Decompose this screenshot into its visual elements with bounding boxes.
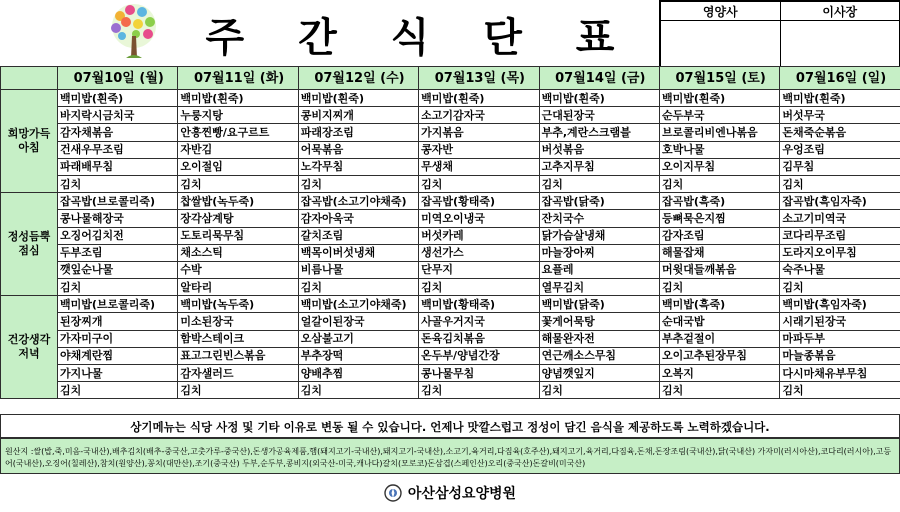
menu-item: 다시마채유부무침 bbox=[780, 365, 900, 382]
menu-item: 백미밥(흰죽) bbox=[659, 90, 779, 107]
menu-item: 김치 bbox=[539, 175, 659, 192]
menu-item: 김치 bbox=[298, 175, 418, 192]
menu-item: 비름나물 bbox=[298, 261, 418, 278]
menu-item: 잔치국수 bbox=[539, 210, 659, 227]
day-header: 07월16일 (일) bbox=[780, 67, 900, 90]
day-header: 07월12일 (수) bbox=[298, 67, 418, 90]
menu-item: 김치 bbox=[539, 382, 659, 399]
menu-item: 우엉조림 bbox=[780, 141, 900, 158]
menu-item: 수박 bbox=[178, 261, 298, 278]
menu-item: 잡곡밥(흑죽) bbox=[659, 193, 779, 210]
menu-item: 소고기미역국 bbox=[780, 210, 900, 227]
menu-item: 부추겉절이 bbox=[659, 330, 779, 347]
menu-item: 오이고추된장무침 bbox=[659, 347, 779, 364]
menu-row bbox=[1, 193, 900, 210]
day-header: 07월14일 (금) bbox=[539, 67, 659, 90]
menu-item: 잡곡밥(황태죽) bbox=[419, 193, 539, 210]
menu-item: 안흥찐빵/요구르트 bbox=[178, 124, 298, 141]
day-header: 07월15일 (토) bbox=[659, 67, 779, 90]
menu-row bbox=[1, 158, 900, 175]
menu-row bbox=[1, 347, 900, 364]
sign-space-director bbox=[780, 21, 900, 67]
menu-row bbox=[1, 90, 900, 107]
menu-item: 오징어김치전 bbox=[58, 227, 178, 244]
menu-item: 백미밥(흑임자죽) bbox=[780, 296, 900, 313]
menu-item: 김치 bbox=[58, 382, 178, 399]
menu-item: 버섯카레 bbox=[419, 227, 539, 244]
menu-item: 김치 bbox=[780, 175, 900, 192]
menu-item: 돈채죽순볶음 bbox=[780, 124, 900, 141]
menu-item: 김치 bbox=[659, 175, 779, 192]
menu-item: 생선가스 bbox=[419, 244, 539, 261]
menu-item: 찹쌀밥(녹두죽) bbox=[178, 193, 298, 210]
menu-row bbox=[1, 279, 900, 296]
menu-item: 도토리묵무침 bbox=[178, 227, 298, 244]
tree-logo-icon bbox=[96, 2, 172, 64]
menu-item: 열무김치 bbox=[539, 279, 659, 296]
menu-item: 감자조림 bbox=[659, 227, 779, 244]
menu-row bbox=[1, 296, 900, 313]
menu-item: 장각삼계탕 bbox=[178, 210, 298, 227]
header bbox=[0, 0, 900, 66]
day-header: 07월13일 (목) bbox=[419, 67, 539, 90]
menu-item: 코다리무조림 bbox=[780, 227, 900, 244]
menu-item: 머윗대들깨볶음 bbox=[659, 261, 779, 278]
menu-item: 부추장떡 bbox=[298, 347, 418, 364]
menu-item: 순대국밥 bbox=[659, 313, 779, 330]
menu-item: 도라지오이무침 bbox=[780, 244, 900, 261]
menu-item: 김치 bbox=[298, 382, 418, 399]
menu-item: 백미밥(황태죽) bbox=[419, 296, 539, 313]
menu-item: 깻잎순나물 bbox=[58, 261, 178, 278]
menu-row bbox=[1, 382, 900, 399]
menu-item: 백미밥(흰죽) bbox=[298, 90, 418, 107]
menu-row bbox=[1, 261, 900, 278]
origin-info: 원산지 :쌀(밥,죽,미음-국내산),배추김치(배추-중국산,고춧가루-중국산),돈생가공육제품,햄(돼지고기-국내산),돼지고기-국내산),소고기,육거리,다짐육(호주산),돼지고기,육거리,다짐육,돈채,돈장조림(국내산),닭(국내산) 가자미(러시아산),코다리(러시아),고등어(국내산),오징어(칠레산),참치(원양산),꽁치(대만산),조기(중국산) 두부,순두부,콩비지(외국산-미국,캐나다)갈치(모로코)돈삼겹(스페인산)오리(중국산)돈갈비(미국산) bbox=[0, 438, 900, 474]
menu-item: 버섯볶음 bbox=[539, 141, 659, 158]
menu-item: 해물완자전 bbox=[539, 330, 659, 347]
menu-item: 근대된장국 bbox=[539, 107, 659, 124]
menu-item: 백미밥(흰죽) bbox=[419, 90, 539, 107]
menu-item: 바지락시금치국 bbox=[58, 107, 178, 124]
menu-item: 김무침 bbox=[780, 158, 900, 175]
menu-item: 콩자반 bbox=[419, 141, 539, 158]
menu-item: 단무지 bbox=[419, 261, 539, 278]
meal-label: 건강생각 저녁 bbox=[1, 296, 58, 399]
menu-item: 잡곡밥(닭죽) bbox=[539, 193, 659, 210]
menu-item: 가지볶음 bbox=[419, 124, 539, 141]
menu-item: 미소된장국 bbox=[178, 313, 298, 330]
menu-item: 김치 bbox=[659, 382, 779, 399]
menu-item: 콩나물무침 bbox=[419, 365, 539, 382]
menu-item: 소고기감자국 bbox=[419, 107, 539, 124]
menu-item: 파래배무침 bbox=[58, 158, 178, 175]
menu-item: 미역오이냉국 bbox=[419, 210, 539, 227]
menu-row bbox=[1, 244, 900, 261]
menu-item: 백미밥(소고기야채죽) bbox=[298, 296, 418, 313]
menu-item: 순두부국 bbox=[659, 107, 779, 124]
menu-item: 김치 bbox=[659, 279, 779, 296]
menu-item: 감자아욱국 bbox=[298, 210, 418, 227]
menu-item: 꽃게어묵탕 bbox=[539, 313, 659, 330]
menu-item: 고추지무침 bbox=[539, 158, 659, 175]
menu-item: 마늘장아찌 bbox=[539, 244, 659, 261]
menu-item: 호박나물 bbox=[659, 141, 779, 158]
menu-row bbox=[1, 175, 900, 192]
menu-item: 어묵볶음 bbox=[298, 141, 418, 158]
menu-item: 양배추찜 bbox=[298, 365, 418, 382]
menu-item: 채소스틱 bbox=[178, 244, 298, 261]
menu-item: 온두부/양념간장 bbox=[419, 347, 539, 364]
approval-box bbox=[659, 0, 900, 68]
menu-row bbox=[1, 227, 900, 244]
menu-item: 김치 bbox=[298, 279, 418, 296]
menu-item: 감자채볶음 bbox=[58, 124, 178, 141]
menu-item: 사골우거지국 bbox=[419, 313, 539, 330]
menu-item: 콩비지찌개 bbox=[298, 107, 418, 124]
menu-item: 백미밥(흰죽) bbox=[58, 90, 178, 107]
hospital-emblem-icon bbox=[384, 484, 402, 502]
menu-item: 오이절임 bbox=[178, 158, 298, 175]
menu-item: 오복지 bbox=[659, 365, 779, 382]
menu-item: 파래장조림 bbox=[298, 124, 418, 141]
menu-item: 김치 bbox=[178, 175, 298, 192]
menu-item: 오삼불고기 bbox=[298, 330, 418, 347]
sign-label-director: 이사장 bbox=[780, 2, 900, 21]
menu-item: 버섯무국 bbox=[780, 107, 900, 124]
menu-item: 닭가슴살냉채 bbox=[539, 227, 659, 244]
menu-row bbox=[1, 313, 900, 330]
menu-item: 부추,계란스크램블 bbox=[539, 124, 659, 141]
menu-item: 알타리 bbox=[178, 279, 298, 296]
menu-item: 김치 bbox=[58, 279, 178, 296]
menu-item: 누룽지탕 bbox=[178, 107, 298, 124]
menu-item: 얼갈이된장국 bbox=[298, 313, 418, 330]
menu-item: 김치 bbox=[58, 175, 178, 192]
menu-item: 연근깨소스무침 bbox=[539, 347, 659, 364]
menu-item: 콩나물해장국 bbox=[58, 210, 178, 227]
menu-item: 등뼈묵은지찜 bbox=[659, 210, 779, 227]
menu-item: 가자미구이 bbox=[58, 330, 178, 347]
sign-space-dietitian bbox=[661, 21, 781, 67]
notice-text: 상기메뉴는 식당 사정 및 기타 이유로 변동 될 수 있습니다. 언제나 맛깔스럽고 정성이 담긴 음식을 제공하도록 노력하겠습니다. bbox=[0, 414, 900, 438]
menu-item: 백미밥(흑죽) bbox=[659, 296, 779, 313]
page-title: 주 간 식 단 표 bbox=[205, 15, 635, 61]
menu-item: 김치 bbox=[419, 382, 539, 399]
menu-row bbox=[1, 124, 900, 141]
menu-item: 두부조림 bbox=[58, 244, 178, 261]
menu-item: 백목이버섯냉채 bbox=[298, 244, 418, 261]
menu-item: 감자샐러드 bbox=[178, 365, 298, 382]
corner-cell bbox=[1, 67, 58, 90]
menu-item: 돈육김치볶음 bbox=[419, 330, 539, 347]
day-header-row bbox=[1, 67, 900, 90]
menu-item: 김치 bbox=[419, 279, 539, 296]
menu-row bbox=[1, 330, 900, 347]
menu-item: 무생채 bbox=[419, 158, 539, 175]
menu-item: 된장찌개 bbox=[58, 313, 178, 330]
menu-item: 백미밥(흰죽) bbox=[780, 90, 900, 107]
menu-item: 가지나물 bbox=[58, 365, 178, 382]
meal-label: 정성듬뿍 점심 bbox=[1, 193, 58, 296]
menu-item: 잡곡밥(소고기야채죽) bbox=[298, 193, 418, 210]
menu-row bbox=[1, 365, 900, 382]
menu-item: 해물잡채 bbox=[659, 244, 779, 261]
menu-item: 김치 bbox=[419, 175, 539, 192]
menu-item: 야채계란찜 bbox=[58, 347, 178, 364]
menu-item: 잡곡밥(흑임자죽) bbox=[780, 193, 900, 210]
menu-item: 김치 bbox=[780, 382, 900, 399]
menu-item: 표고그린빈스볶음 bbox=[178, 347, 298, 364]
menu-item: 백미밥(흰죽) bbox=[539, 90, 659, 107]
menu-item: 노각무침 bbox=[298, 158, 418, 175]
menu-item: 함박스테이크 bbox=[178, 330, 298, 347]
menu-row bbox=[1, 210, 900, 227]
menu-item: 마파두부 bbox=[780, 330, 900, 347]
menu-item: 양념깻잎지 bbox=[539, 365, 659, 382]
hospital-name: 아산삼성요양병원 bbox=[407, 486, 517, 502]
sign-label-dietitian: 영양사 bbox=[661, 2, 781, 21]
menu-item: 시래기된장국 bbox=[780, 313, 900, 330]
menu-row bbox=[1, 141, 900, 158]
menu-item: 김치 bbox=[178, 382, 298, 399]
menu-item: 브로콜리비엔나볶음 bbox=[659, 124, 779, 141]
menu-item: 김치 bbox=[780, 279, 900, 296]
menu-item: 요플레 bbox=[539, 261, 659, 278]
menu-item: 자반김 bbox=[178, 141, 298, 158]
menu-item: 숙주나물 bbox=[780, 261, 900, 278]
menu-item: 갈치조림 bbox=[298, 227, 418, 244]
menu-item: 백미밥(브로콜리죽) bbox=[58, 296, 178, 313]
menu-item: 백미밥(닭죽) bbox=[539, 296, 659, 313]
day-header: 07월10일 (월) bbox=[58, 67, 178, 90]
menu-item: 백미밥(녹두죽) bbox=[178, 296, 298, 313]
menu-item: 건새우무조림 bbox=[58, 141, 178, 158]
footer bbox=[0, 474, 900, 512]
meal-label: 희망가득 아침 bbox=[1, 90, 58, 193]
menu-row bbox=[1, 107, 900, 124]
menu-item: 마늘종볶음 bbox=[780, 347, 900, 364]
menu-table bbox=[0, 66, 900, 399]
menu-item: 잡곡밥(브로콜리죽) bbox=[58, 193, 178, 210]
day-header: 07월11일 (화) bbox=[178, 67, 298, 90]
menu-item: 오이지무침 bbox=[659, 158, 779, 175]
menu-item: 백미밥(흰죽) bbox=[178, 90, 298, 107]
